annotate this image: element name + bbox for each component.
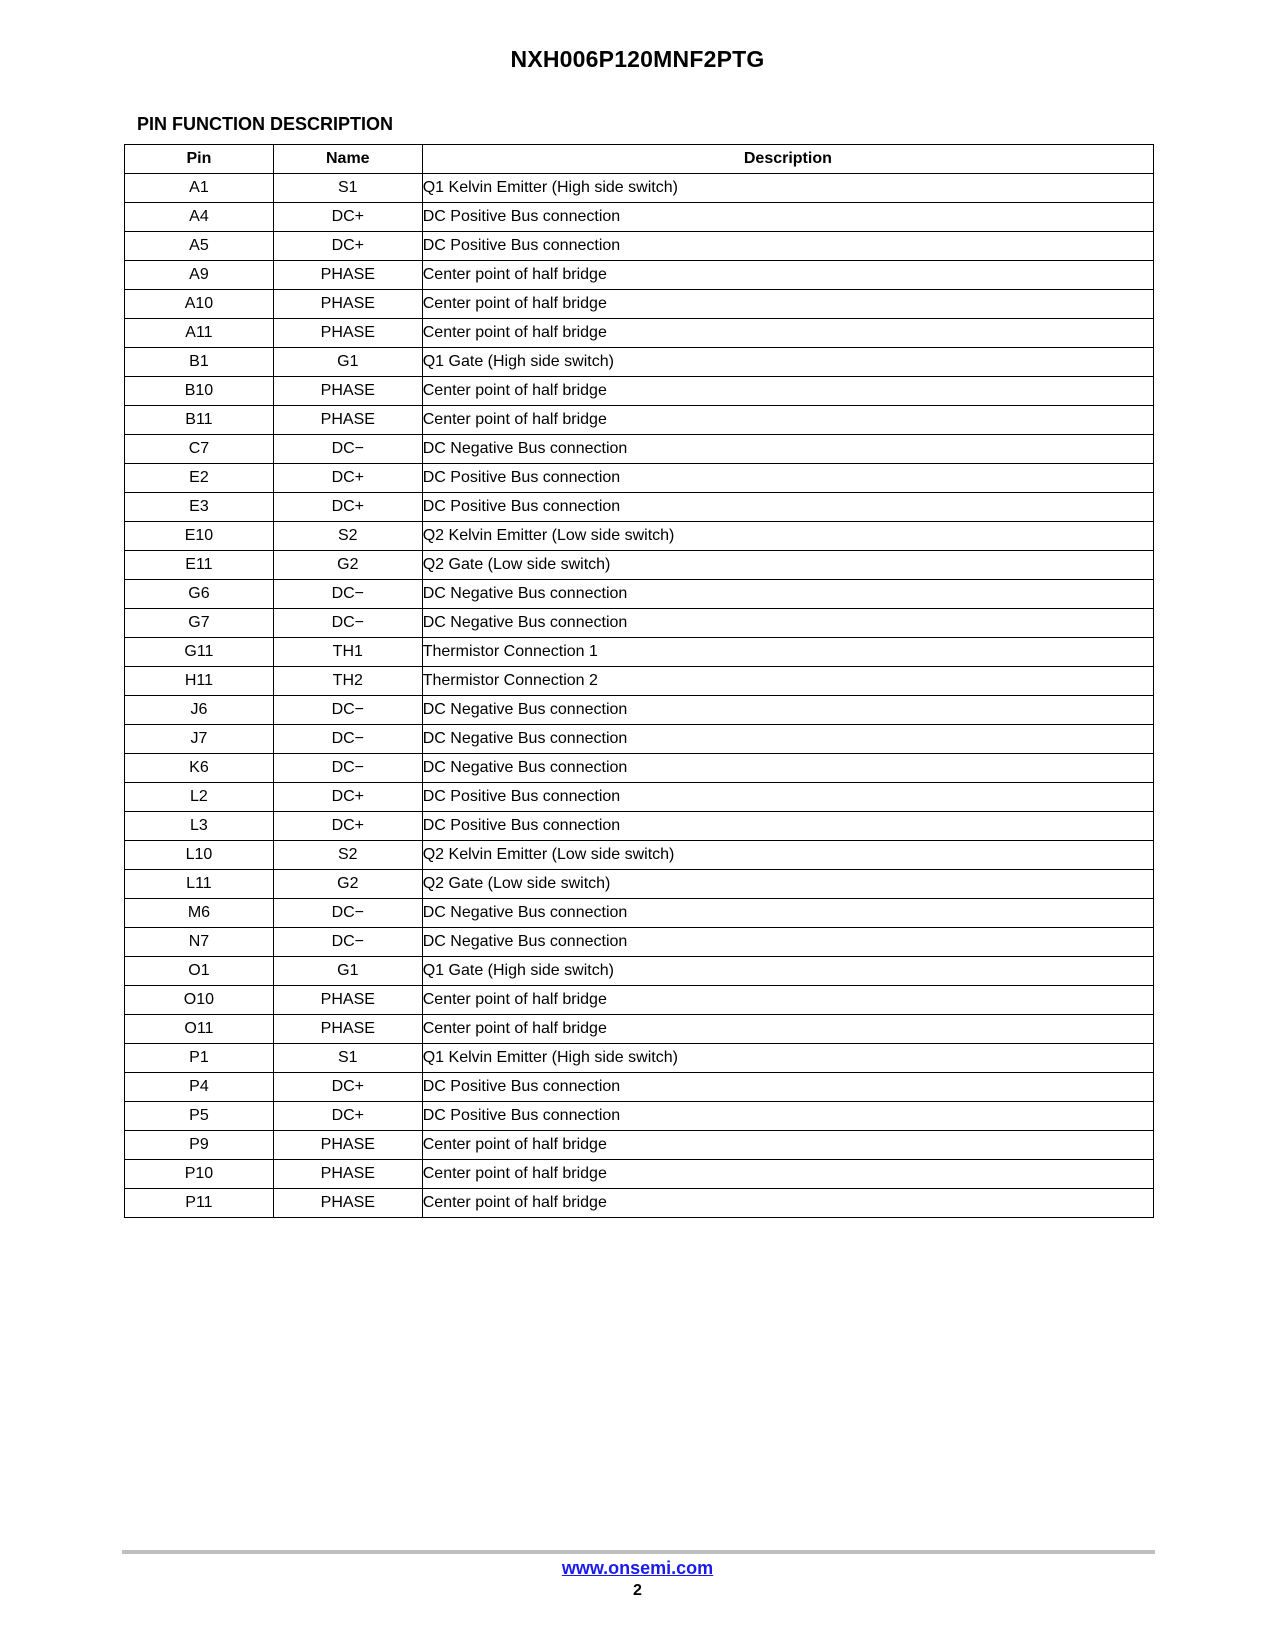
name-cell: PHASE xyxy=(273,261,422,290)
name-cell: DC+ xyxy=(273,1073,422,1102)
table-row xyxy=(125,841,1154,870)
pin-cell: P9 xyxy=(125,1131,274,1160)
table-row xyxy=(125,493,1154,522)
table-row xyxy=(125,928,1154,957)
pin-cell: K6 xyxy=(125,754,274,783)
footer-divider xyxy=(122,1550,1155,1554)
table-row xyxy=(125,232,1154,261)
pin-cell: B1 xyxy=(125,348,274,377)
pin-cell: A4 xyxy=(125,203,274,232)
description-cell: DC Negative Bus connection xyxy=(422,609,1153,638)
header-pin: Pin xyxy=(125,145,274,174)
description-cell: Center point of half bridge xyxy=(422,406,1153,435)
table-row xyxy=(125,638,1154,667)
description-cell: Q1 Kelvin Emitter (High side switch) xyxy=(422,174,1153,203)
name-cell: DC− xyxy=(273,928,422,957)
pin-cell: B10 xyxy=(125,377,274,406)
description-cell: Center point of half bridge xyxy=(422,1015,1153,1044)
name-cell: PHASE xyxy=(273,1160,422,1189)
description-cell: DC Positive Bus connection xyxy=(422,783,1153,812)
pin-cell: L2 xyxy=(125,783,274,812)
description-cell: Center point of half bridge xyxy=(422,261,1153,290)
name-cell: S2 xyxy=(273,841,422,870)
table-row xyxy=(125,609,1154,638)
pin-cell: L10 xyxy=(125,841,274,870)
table-row xyxy=(125,725,1154,754)
table-row xyxy=(125,377,1154,406)
table-row xyxy=(125,203,1154,232)
description-cell: DC Positive Bus connection xyxy=(422,493,1153,522)
description-cell: DC Negative Bus connection xyxy=(422,928,1153,957)
description-cell: DC Positive Bus connection xyxy=(422,232,1153,261)
description-cell: Center point of half bridge xyxy=(422,1131,1153,1160)
pin-cell: P1 xyxy=(125,1044,274,1073)
name-cell: DC+ xyxy=(273,493,422,522)
description-cell: DC Positive Bus connection xyxy=(422,1073,1153,1102)
table-row xyxy=(125,812,1154,841)
table-row xyxy=(125,551,1154,580)
name-cell: TH2 xyxy=(273,667,422,696)
table-row xyxy=(125,1102,1154,1131)
table-row xyxy=(125,261,1154,290)
website-link[interactable]: www.onsemi.com xyxy=(561,1558,714,1578)
name-cell: TH1 xyxy=(273,638,422,667)
table-row xyxy=(125,1189,1154,1218)
description-cell: Center point of half bridge xyxy=(422,319,1153,348)
pin-cell: E10 xyxy=(125,522,274,551)
table-row xyxy=(125,1073,1154,1102)
table-row xyxy=(125,957,1154,986)
pin-cell: G11 xyxy=(125,638,274,667)
pin-cell: L11 xyxy=(125,870,274,899)
table-row xyxy=(125,348,1154,377)
pin-cell: J6 xyxy=(125,696,274,725)
name-cell: S2 xyxy=(273,522,422,551)
description-cell: DC Positive Bus connection xyxy=(422,1102,1153,1131)
description-cell: Center point of half bridge xyxy=(422,377,1153,406)
name-cell: DC− xyxy=(273,725,422,754)
name-cell: DC+ xyxy=(273,783,422,812)
pin-cell: A9 xyxy=(125,261,274,290)
table-row xyxy=(125,899,1154,928)
name-cell: DC− xyxy=(273,435,422,464)
pin-cell: P10 xyxy=(125,1160,274,1189)
pin-function-table xyxy=(124,144,1154,1218)
name-cell: PHASE xyxy=(273,1131,422,1160)
name-cell: DC+ xyxy=(273,232,422,261)
name-cell: PHASE xyxy=(273,1015,422,1044)
description-cell: Q1 Kelvin Emitter (High side switch) xyxy=(422,1044,1153,1073)
pin-cell: O11 xyxy=(125,1015,274,1044)
name-cell: G1 xyxy=(273,957,422,986)
name-cell: DC− xyxy=(273,696,422,725)
description-cell: Thermistor Connection 2 xyxy=(422,667,1153,696)
table-row xyxy=(125,667,1154,696)
table-row xyxy=(125,580,1154,609)
description-cell: DC Negative Bus connection xyxy=(422,696,1153,725)
table-row xyxy=(125,783,1154,812)
name-cell: PHASE xyxy=(273,377,422,406)
document-title: NXH006P120MNF2PTG xyxy=(510,46,765,72)
table-row xyxy=(125,1160,1154,1189)
table-row xyxy=(125,522,1154,551)
table-row xyxy=(125,464,1154,493)
table-row xyxy=(125,406,1154,435)
name-cell: DC− xyxy=(273,899,422,928)
description-cell: Thermistor Connection 1 xyxy=(422,638,1153,667)
description-cell: Center point of half bridge xyxy=(422,1160,1153,1189)
pin-cell: A11 xyxy=(125,319,274,348)
description-cell: DC Positive Bus connection xyxy=(422,812,1153,841)
pin-cell: E3 xyxy=(125,493,274,522)
description-cell: Q1 Gate (High side switch) xyxy=(422,348,1153,377)
name-cell: DC+ xyxy=(273,464,422,493)
pin-cell: E2 xyxy=(125,464,274,493)
name-cell: G2 xyxy=(273,870,422,899)
name-cell: G2 xyxy=(273,551,422,580)
description-cell: Q2 Kelvin Emitter (Low side switch) xyxy=(422,841,1153,870)
pin-cell: E11 xyxy=(125,551,274,580)
pin-cell: M6 xyxy=(125,899,274,928)
description-cell: DC Negative Bus connection xyxy=(422,580,1153,609)
name-cell: S1 xyxy=(273,174,422,203)
pin-cell: C7 xyxy=(125,435,274,464)
pin-cell: H11 xyxy=(125,667,274,696)
name-cell: DC+ xyxy=(273,812,422,841)
pin-cell: B11 xyxy=(125,406,274,435)
table-row xyxy=(125,435,1154,464)
name-cell: G1 xyxy=(273,348,422,377)
table-row xyxy=(125,174,1154,203)
description-cell: DC Negative Bus connection xyxy=(422,725,1153,754)
table-row xyxy=(125,754,1154,783)
description-cell: Center point of half bridge xyxy=(422,1189,1153,1218)
name-cell: PHASE xyxy=(273,406,422,435)
page-number: 2 xyxy=(633,1582,642,1599)
pin-cell: A1 xyxy=(125,174,274,203)
pin-cell: J7 xyxy=(125,725,274,754)
table-row xyxy=(125,870,1154,899)
description-cell: Q2 Gate (Low side switch) xyxy=(422,551,1153,580)
pin-cell: G7 xyxy=(125,609,274,638)
pin-cell: A10 xyxy=(125,290,274,319)
table-body xyxy=(125,174,1154,1218)
table-header-row xyxy=(125,145,1154,174)
footer-link-container xyxy=(0,1558,1275,1579)
pin-cell: O1 xyxy=(125,957,274,986)
pin-cell: G6 xyxy=(125,580,274,609)
name-cell: DC− xyxy=(273,580,422,609)
description-cell: Q2 Gate (Low side switch) xyxy=(422,870,1153,899)
name-cell: PHASE xyxy=(273,319,422,348)
header-description: Description xyxy=(422,145,1153,174)
pin-cell: P4 xyxy=(125,1073,274,1102)
table-row xyxy=(125,1131,1154,1160)
table-row xyxy=(125,986,1154,1015)
name-cell: DC− xyxy=(273,754,422,783)
pin-cell: P5 xyxy=(125,1102,274,1131)
name-cell: PHASE xyxy=(273,1189,422,1218)
table-row xyxy=(125,1044,1154,1073)
description-cell: Q1 Gate (High side switch) xyxy=(422,957,1153,986)
pin-cell: N7 xyxy=(125,928,274,957)
description-cell: DC Negative Bus connection xyxy=(422,899,1153,928)
section-title: PIN FUNCTION DESCRIPTION xyxy=(137,114,394,134)
table-row xyxy=(125,319,1154,348)
pin-cell: O10 xyxy=(125,986,274,1015)
name-cell: DC+ xyxy=(273,203,422,232)
description-cell: DC Negative Bus connection xyxy=(422,754,1153,783)
description-cell: Q2 Kelvin Emitter (Low side switch) xyxy=(422,522,1153,551)
pin-cell: A5 xyxy=(125,232,274,261)
name-cell: PHASE xyxy=(273,986,422,1015)
description-cell: Center point of half bridge xyxy=(422,986,1153,1015)
name-cell: DC− xyxy=(273,609,422,638)
name-cell: S1 xyxy=(273,1044,422,1073)
table-row xyxy=(125,290,1154,319)
name-cell: DC+ xyxy=(273,1102,422,1131)
description-cell: Center point of half bridge xyxy=(422,290,1153,319)
name-cell: PHASE xyxy=(273,290,422,319)
description-cell: DC Positive Bus connection xyxy=(422,203,1153,232)
description-cell: DC Negative Bus connection xyxy=(422,435,1153,464)
description-cell: DC Positive Bus connection xyxy=(422,464,1153,493)
table-row xyxy=(125,696,1154,725)
table-row xyxy=(125,1015,1154,1044)
pin-cell: L3 xyxy=(125,812,274,841)
header-name: Name xyxy=(273,145,422,174)
pin-cell: P11 xyxy=(125,1189,274,1218)
